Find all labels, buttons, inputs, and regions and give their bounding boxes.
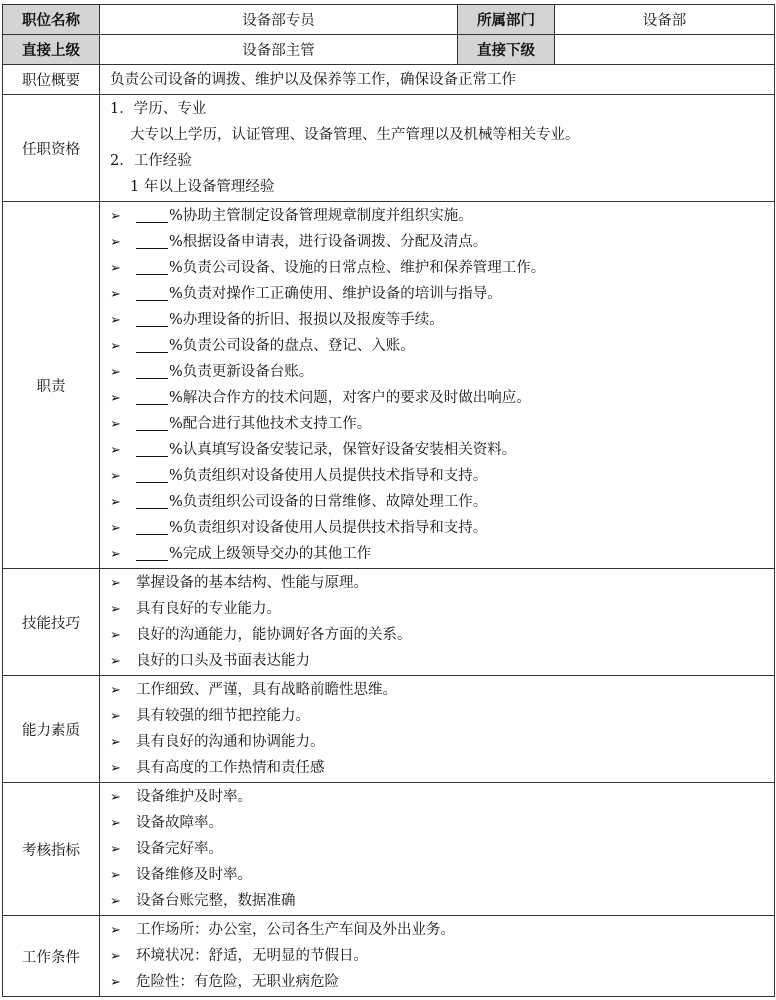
overview-line: 负责公司设备的调拨、维护以及保养等工作，确保设备正常工作 bbox=[110, 71, 516, 88]
kpis-list bbox=[100, 783, 775, 916]
list-item bbox=[110, 917, 774, 943]
arrow-bullet-icon: ➢ bbox=[110, 521, 121, 536]
list-item bbox=[110, 489, 774, 515]
list-item-text: 环境状况：舒适，无明显的节假日。 bbox=[136, 948, 368, 964]
arrow-bullet-icon: ➢ bbox=[110, 949, 121, 964]
list-item bbox=[110, 307, 774, 333]
position-name-value: 设备部专员 bbox=[100, 5, 458, 35]
list-item bbox=[110, 203, 774, 229]
arrow-bullet-icon: ➢ bbox=[110, 417, 121, 432]
position-name-label: 职位名称 bbox=[3, 5, 100, 35]
conditions-list bbox=[100, 916, 775, 997]
list-item-text: %配合进行其他技术支持工作。 bbox=[169, 416, 372, 432]
department-value: 设备部 bbox=[555, 5, 775, 35]
list-item bbox=[110, 836, 774, 862]
arrow-bullet-icon: ➢ bbox=[110, 894, 121, 909]
list-item-text: %负责组织对设备使用人员提供技术指导和支持。 bbox=[169, 520, 488, 536]
percentage-blank bbox=[136, 517, 168, 535]
list-item bbox=[110, 541, 774, 567]
arrow-bullet-icon: ➢ bbox=[110, 339, 121, 354]
qualifications-content bbox=[100, 95, 775, 202]
qualification-education-title: 1．学历、专业 bbox=[110, 101, 207, 117]
skills-list bbox=[100, 569, 775, 676]
list-item bbox=[110, 411, 774, 437]
arrow-bullet-icon: ➢ bbox=[110, 923, 121, 938]
list-item bbox=[110, 755, 774, 781]
list-item bbox=[110, 703, 774, 729]
qualification-education-text: 大专以上学历，认证管理、设备管理、生产管理以及机械等相关专业。 bbox=[130, 127, 580, 143]
arrow-bullet-icon: ➢ bbox=[110, 443, 121, 458]
list-item bbox=[110, 596, 774, 622]
overview-label: 职位概要 bbox=[3, 65, 100, 95]
list-item-text: %负责公司设备的盘点、登记、入账。 bbox=[169, 338, 415, 354]
arrow-bullet-icon: ➢ bbox=[110, 602, 121, 617]
list-item bbox=[110, 515, 774, 541]
list-item bbox=[110, 810, 774, 836]
kpis-row bbox=[3, 783, 775, 916]
arrow-bullet-icon: ➢ bbox=[110, 209, 121, 224]
arrow-bullet-icon: ➢ bbox=[110, 391, 121, 406]
list-item bbox=[110, 969, 774, 995]
list-item-text: 工作细致、严谨，具有战略前瞻性思维。 bbox=[136, 682, 397, 698]
arrow-bullet-icon: ➢ bbox=[110, 735, 121, 750]
qualifications-label: 任职资格 bbox=[3, 95, 100, 202]
job-description-sheet bbox=[2, 4, 774, 997]
duties-label: 职责 bbox=[3, 202, 100, 569]
list-item-text: 设备维修及时率。 bbox=[136, 867, 252, 883]
arrow-bullet-icon: ➢ bbox=[110, 816, 121, 831]
arrow-bullet-icon: ➢ bbox=[110, 261, 121, 276]
list-item-text: 具有高度的工作热情和责任感 bbox=[136, 760, 325, 776]
list-item bbox=[110, 622, 774, 648]
percentage-blank bbox=[136, 491, 168, 509]
arrow-bullet-icon: ➢ bbox=[110, 469, 121, 484]
conditions-row bbox=[3, 916, 775, 997]
arrow-bullet-icon: ➢ bbox=[110, 683, 121, 698]
skills-row bbox=[3, 569, 775, 676]
list-item bbox=[110, 729, 774, 755]
list-item bbox=[110, 281, 774, 307]
percentage-blank bbox=[136, 387, 168, 405]
duties-row bbox=[3, 202, 775, 569]
list-item-text: %负责组织公司设备的日常维修、故障处理工作。 bbox=[169, 494, 488, 510]
list-item-text: %负责对操作工正确使用、维护设备的培训与指导。 bbox=[169, 286, 502, 302]
arrow-bullet-icon: ➢ bbox=[110, 628, 121, 643]
conditions-label: 工作条件 bbox=[3, 916, 100, 997]
arrow-bullet-icon: ➢ bbox=[110, 235, 121, 250]
header-row-1 bbox=[3, 5, 775, 35]
subordinate-label: 直接下级 bbox=[458, 35, 555, 65]
list-item bbox=[110, 648, 774, 674]
list-item-text: %解决合作方的技术问题，对客户的要求及时做出响应。 bbox=[169, 390, 531, 406]
list-item-text: 设备台账完整，数据准确 bbox=[136, 893, 296, 909]
list-item bbox=[110, 943, 774, 969]
arrow-bullet-icon: ➢ bbox=[110, 790, 121, 805]
list-item bbox=[110, 862, 774, 888]
kpis-label: 考核指标 bbox=[3, 783, 100, 916]
arrow-bullet-icon: ➢ bbox=[110, 576, 121, 591]
list-item bbox=[110, 229, 774, 255]
percentage-blank bbox=[136, 543, 168, 561]
list-item-text: 良好的沟通能力，能协调好各方面的关系。 bbox=[136, 627, 412, 643]
arrow-bullet-icon: ➢ bbox=[110, 495, 121, 510]
list-item-text: %根据设备申请表，进行设备调拨、分配及清点。 bbox=[169, 234, 488, 250]
overview-text bbox=[100, 65, 775, 95]
arrow-bullet-icon: ➢ bbox=[110, 547, 121, 562]
list-item bbox=[110, 359, 774, 385]
percentage-blank bbox=[136, 465, 168, 483]
skills-label: 技能技巧 bbox=[3, 569, 100, 676]
arrow-bullet-icon: ➢ bbox=[110, 868, 121, 883]
department-label: 所属部门 bbox=[458, 5, 555, 35]
superior-label: 直接上级 bbox=[3, 35, 100, 65]
list-item-text: %认真填写设备安装记录，保管好设备安装相关资料。 bbox=[169, 442, 517, 458]
list-item-text: %负责公司设备、设施的日常点检、维护和保养管理工作。 bbox=[169, 260, 546, 276]
list-item-text: 具有较强的细节把控能力。 bbox=[136, 708, 310, 724]
arrow-bullet-icon: ➢ bbox=[110, 842, 121, 857]
list-item bbox=[110, 677, 774, 703]
list-item-text: 设备维护及时率。 bbox=[136, 789, 252, 805]
list-item bbox=[110, 437, 774, 463]
arrow-bullet-icon: ➢ bbox=[110, 654, 121, 669]
job-description-table bbox=[2, 4, 775, 997]
subordinate-value bbox=[555, 35, 775, 65]
list-item-text: 工作场所：办公室，公司各生产车间及外出业务。 bbox=[136, 922, 455, 938]
list-item bbox=[110, 255, 774, 281]
arrow-bullet-icon: ➢ bbox=[110, 313, 121, 328]
superior-value: 设备部主管 bbox=[100, 35, 458, 65]
percentage-blank bbox=[136, 283, 168, 301]
percentage-blank bbox=[136, 309, 168, 327]
header-row-2 bbox=[3, 35, 775, 65]
percentage-blank bbox=[136, 335, 168, 353]
percentage-blank bbox=[136, 231, 168, 249]
arrow-bullet-icon: ➢ bbox=[110, 365, 121, 380]
list-item-text: 危险性：有危险，无职业病危险 bbox=[136, 974, 339, 990]
list-item bbox=[110, 888, 774, 914]
duties-list bbox=[100, 202, 775, 569]
list-item bbox=[110, 784, 774, 810]
list-item-text: %负责更新设备台账。 bbox=[169, 364, 314, 380]
list-item bbox=[110, 570, 774, 596]
arrow-bullet-icon: ➢ bbox=[110, 761, 121, 776]
percentage-blank bbox=[136, 205, 168, 223]
list-item-text: %负责组织对设备使用人员提供技术指导和支持。 bbox=[169, 468, 488, 484]
percentage-blank bbox=[136, 257, 168, 275]
arrow-bullet-icon: ➢ bbox=[110, 709, 121, 724]
list-item bbox=[110, 463, 774, 489]
qualification-experience-title: 2．工作经验 bbox=[110, 153, 192, 169]
list-item-text: 设备故障率。 bbox=[136, 815, 223, 831]
percentage-blank bbox=[136, 439, 168, 457]
percentage-blank bbox=[136, 361, 168, 379]
abilities-label: 能力素质 bbox=[3, 676, 100, 783]
list-item-text: %完成上级领导交办的其他工作 bbox=[169, 546, 372, 562]
list-item-text: 设备完好率。 bbox=[136, 841, 223, 857]
qualifications-row bbox=[3, 95, 775, 202]
abilities-row bbox=[3, 676, 775, 783]
list-item-text: 具有良好的专业能力。 bbox=[136, 601, 281, 617]
list-item bbox=[110, 333, 774, 359]
qualification-experience-text: 1 年以上设备管理经验 bbox=[130, 179, 275, 195]
list-item-text: 掌握设备的基本结构、性能与原理。 bbox=[136, 575, 368, 591]
arrow-bullet-icon: ➢ bbox=[110, 287, 121, 302]
list-item-text: 良好的口头及书面表达能力 bbox=[136, 653, 310, 669]
arrow-bullet-icon: ➢ bbox=[110, 975, 121, 990]
list-item bbox=[110, 385, 774, 411]
list-item-text: 具有良好的沟通和协调能力。 bbox=[136, 734, 325, 750]
list-item-text: %办理设备的折旧、报损以及报废等手续。 bbox=[169, 312, 444, 328]
abilities-list bbox=[100, 676, 775, 783]
list-item-text: %协助主管制定设备管理规章制度并组织实施。 bbox=[169, 208, 473, 224]
percentage-blank bbox=[136, 413, 168, 431]
overview-row bbox=[3, 65, 775, 95]
